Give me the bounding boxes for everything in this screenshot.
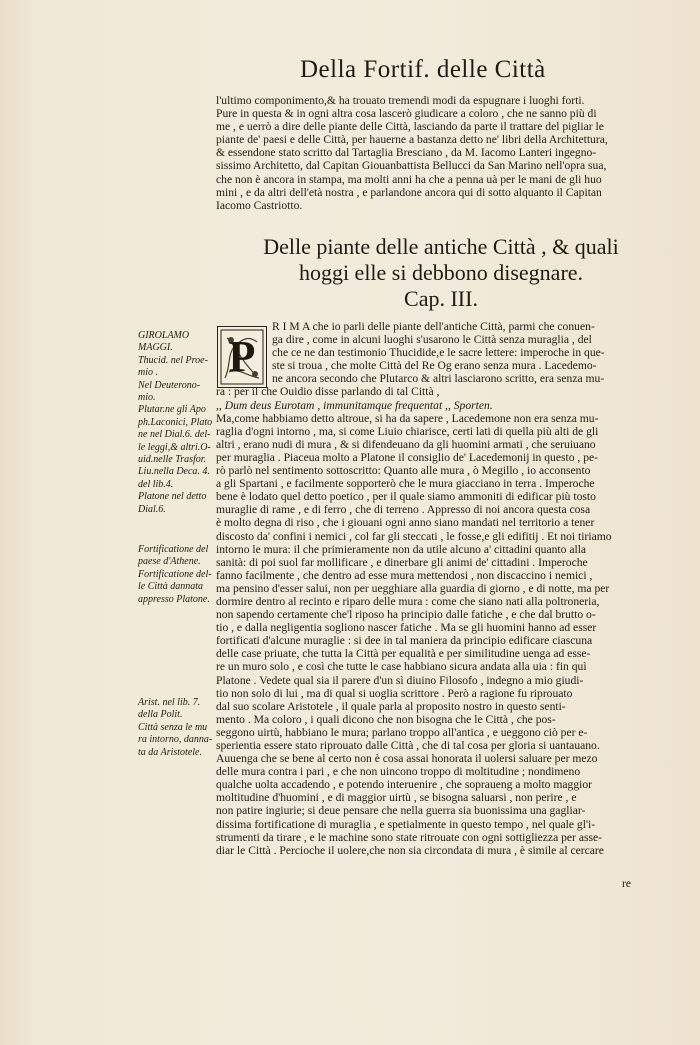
text-line: a gli Spartani , e facilmente sopporterò che le mura giacciano in terra . Imperoche bbox=[216, 477, 595, 491]
text-line: bene è lodato quel detto poetico , per il quale siamo ammoniti di edificar più tosto bbox=[216, 490, 596, 504]
marginal-note-line: Fortificatione del- bbox=[138, 568, 212, 580]
marginal-note-line: ra intorno, danna- bbox=[138, 734, 213, 746]
text-line: Iacomo Castriotto. bbox=[216, 198, 303, 212]
text-line: mento . Ma coloro , i quali dicono che non bisogna che le Città , che pos- bbox=[216, 712, 556, 726]
text-line: & essendone stato scritto dal Tartaglia Bresciano , da M. Iacomo Lanteri ingegno- bbox=[216, 146, 597, 160]
text-line: Auuenga che se bene al certo non è cosa assai honorata il uolersi saluare per mezo bbox=[216, 752, 598, 766]
marginal-note-line: Thucid. nel Proe- bbox=[138, 354, 208, 366]
marginal-note-line: mio. bbox=[138, 392, 156, 404]
marginal-note bbox=[138, 697, 222, 759]
catchword: re bbox=[622, 877, 632, 890]
marginal-note-line: Nel Deuterono- bbox=[138, 379, 201, 391]
text-line: dissima fortificatione di muraglia , e spetialmente in questo tempo , nel quale gl'i- bbox=[216, 817, 596, 831]
text-line: sperientia essere stato riprouato dalle Città , che di tal cosa per gloria si uantauano. bbox=[216, 739, 600, 752]
text-line: ne ancora secondo che Plutarco & altri lasciarono scritto, era senza mu- bbox=[272, 372, 605, 386]
text-line: ste si troua , che molte Città del Re Og erano senza mura . Lacedemo- bbox=[272, 359, 597, 373]
text-line: sanità: di poi suol far mollificare , e dinerbare gli animi de' cittadini . Imperoche bbox=[216, 555, 588, 569]
text-line: non patire ingiurie; si deue pensare che nella guerra sia buonissima una gagliar- bbox=[216, 804, 586, 818]
text-line: Pure in questa & in ogni altra cosa lascerò giudicare a coloro , che ne sanno più di bbox=[216, 107, 597, 121]
chapter-title bbox=[216, 234, 666, 312]
marginal-note-line: Plutar.ne gli Apo bbox=[138, 404, 206, 416]
text-line: dal suo scolare Aristotele , il quale parla al proposito nostro in questo senti- bbox=[216, 699, 566, 713]
marginal-note-line: uid.nelle Trasfor. bbox=[138, 454, 207, 466]
text-line: seggono uirtù, habbiano le mura; parlano troppo all'antica , e ueggono ciò per e- bbox=[216, 725, 588, 739]
marginal-note-line: le leggi,& altri.O- bbox=[138, 441, 211, 453]
text-line: mini , e da altri dell'età nostra , e parlandone ancora qui di sotto alquanto il Capitan bbox=[216, 185, 602, 199]
text-line: ma pensino d'esser salui, non per uegghiare alla guardia di giorno , e di notte, ma per bbox=[216, 581, 610, 595]
text-line: è molto degna di riso , che i giouani ogni anno siano mandati nel territorio a tener bbox=[216, 516, 595, 530]
text-line: qualche uolta accadendo , e potendo interuenire , che sopraueng a molto maggior bbox=[216, 778, 593, 792]
text-line: tio , e dalla negligentia sogliono nascer fatiche . Ma se gli huomini hanno ad esser bbox=[216, 621, 597, 635]
decorated-initial bbox=[217, 326, 267, 388]
marginal-note-line: mio . bbox=[138, 367, 158, 379]
text-line: altri , erano nudi di mura , & si difendeuano da gli huomini armati , che seruiuano bbox=[216, 437, 596, 451]
text-line: me , e uerrò a dire delle piante delle Città, lasciando da parte il trattare del pigliar le bbox=[216, 120, 604, 134]
text-line: dormire dentro al recinto e riparo delle mura : come che siano nati alla poltroneria, bbox=[216, 594, 600, 608]
text-line: che ce ne dan testimonio Thucidide,e le sacre lettere: imperoche in que- bbox=[272, 346, 605, 360]
marginal-note-line: Platone nel detto bbox=[138, 491, 207, 503]
text-line: muraglie di rame , e di ferro , che di terreno . Appresso di noi ancora questa cosa bbox=[216, 503, 591, 517]
text-line: non sapendo certamente che'l riposo ha principio dalle fatiche , e che dal brutto o- bbox=[216, 608, 596, 622]
marginal-note-line: le Città dannata bbox=[138, 581, 203, 593]
marginal-note-line: Arist. nel lib. 7. bbox=[138, 697, 201, 708]
text-line: Ma,come habbiamo detto altroue, si ha da sapere , Lacedemone non era senza mu- bbox=[216, 411, 599, 425]
marginal-note-line: del lib.4. bbox=[138, 478, 174, 490]
dropcap-letter: P bbox=[228, 332, 256, 381]
text-line: l'ultimo componimento,& ha trouato tremendi modi da espugnare i luoghi forti. bbox=[216, 94, 585, 107]
marginal-note bbox=[138, 544, 222, 606]
marginal-note-line: appresso Platone. bbox=[138, 593, 210, 605]
chapter-title-line: hoggi elle si debbono disegnare. bbox=[298, 260, 584, 285]
marginal-note-line: Città senza le mu bbox=[138, 721, 208, 733]
intro-paragraph bbox=[216, 94, 656, 212]
text-line: diar le Città . Percioche il uolere,che non sia circondata di mura , è simile al cercare bbox=[216, 843, 604, 857]
text-line: fanno facilmente , che dentro ad esse mura mettendosi , non discaccino i nemici , bbox=[216, 568, 593, 582]
marginal-note-line: Liu.nella Deca. 4. bbox=[138, 466, 210, 478]
marginal-note-line: ne nel Dial.6. del- bbox=[138, 429, 211, 441]
verse-line: ,, Dum deus Eurotam , immunitamque frequentat ,, Sporten. bbox=[216, 398, 493, 412]
marginal-note-line: ta da Aristotele. bbox=[138, 746, 202, 758]
text-line: ga dire , come in alcuni luoghi s'usarono le Città senza muraglia , del bbox=[272, 333, 592, 347]
marginal-note-line: GIROLAMO bbox=[138, 330, 190, 341]
marginal-note-line: Fortificatione del bbox=[138, 544, 209, 555]
text-line: strumenti da tirare , e le machine sono state ritrouate con ogni sottigliezza per asse- bbox=[216, 830, 602, 844]
text-line: discosto da' confini i nemici , col far gli steccati , le fosse,e gli edifitij . Et noi tiriamo bbox=[216, 529, 612, 543]
running-head: Della Fortif. delle Città bbox=[300, 56, 546, 83]
chapter-body bbox=[216, 320, 656, 857]
marginal-note bbox=[138, 330, 222, 516]
marginal-note-line: paese d'Athene. bbox=[138, 556, 201, 568]
text-line: fortificati d'alcune muraglie : si dee in tal maniera da principio edificare ciascuna bbox=[216, 634, 593, 648]
text-line: R I M A che io parli delle piante dell'antiche Città, parmi che conuen- bbox=[272, 320, 595, 333]
text-line: ra : per il che Ouidio disse parlando di tal Città , bbox=[216, 385, 440, 399]
text-line: piante de' paesi e delle Città, per hauerne a bastanza detto ne' libri della Architettura, bbox=[216, 133, 608, 147]
text-line: Platone . Vedete qual sia il parere d'un sì diuino Filosofo , indegno a mio giudi- bbox=[216, 673, 584, 687]
text-line: re un muro solo , e così che tutte le case habbiano sicura andata alla uia : fin quì bbox=[216, 660, 587, 674]
text-line: tio non solo di lui , ma di qual si uoglia scrittore . Però a ragione fu riprouato bbox=[216, 686, 573, 700]
text-line: moltitudine d'huomini , e di maggior uirtù , se bisogna saluarsi , non perire , e bbox=[216, 791, 577, 805]
marginal-note-line: Dial.6. bbox=[138, 503, 166, 515]
marginal-note-line: MAGGI. bbox=[138, 342, 173, 354]
text-line: raglia d'ogni intorno , ma, si come Liuio chiarisce, certi lati di quella più alti de gli bbox=[216, 424, 599, 438]
text-line: per muraglia . Piaceua molto a Platone il consiglio de' Lacedemonij in questo , pe- bbox=[216, 450, 598, 464]
text-line: delle case priuate, che tutta la Città per equalità e per similitudine uenga ad esse- bbox=[216, 647, 591, 661]
text-line: che non è ancora in stampa, ma molti anni ha che a penna uà per le mani de gli huo bbox=[216, 172, 602, 186]
text-line: rò parlò nel sentimento sottoscritto: Quanto alle mura , ò Megillo , io acconsento bbox=[216, 464, 591, 478]
text-line: delle mura contra i pari , e che non uincono troppo di moltitudine ; nondimeno bbox=[216, 765, 581, 779]
marginal-note-line: della Polit. bbox=[138, 709, 183, 721]
chapter-title-line: Delle piante delle antiche Città , & quali bbox=[263, 234, 619, 259]
text-line: sissimo Architetto, dal Capitan Giouanbattista Bellucci da San Marino nell'opra sua, bbox=[216, 159, 607, 173]
text-line: intorno le mura: il che primieramente non da utile alcuno a' cittadini quanto alla bbox=[216, 542, 587, 556]
chapter-number: Cap. III. bbox=[404, 286, 478, 311]
marginal-note-line: ph.Laconici, Plato bbox=[138, 416, 213, 428]
